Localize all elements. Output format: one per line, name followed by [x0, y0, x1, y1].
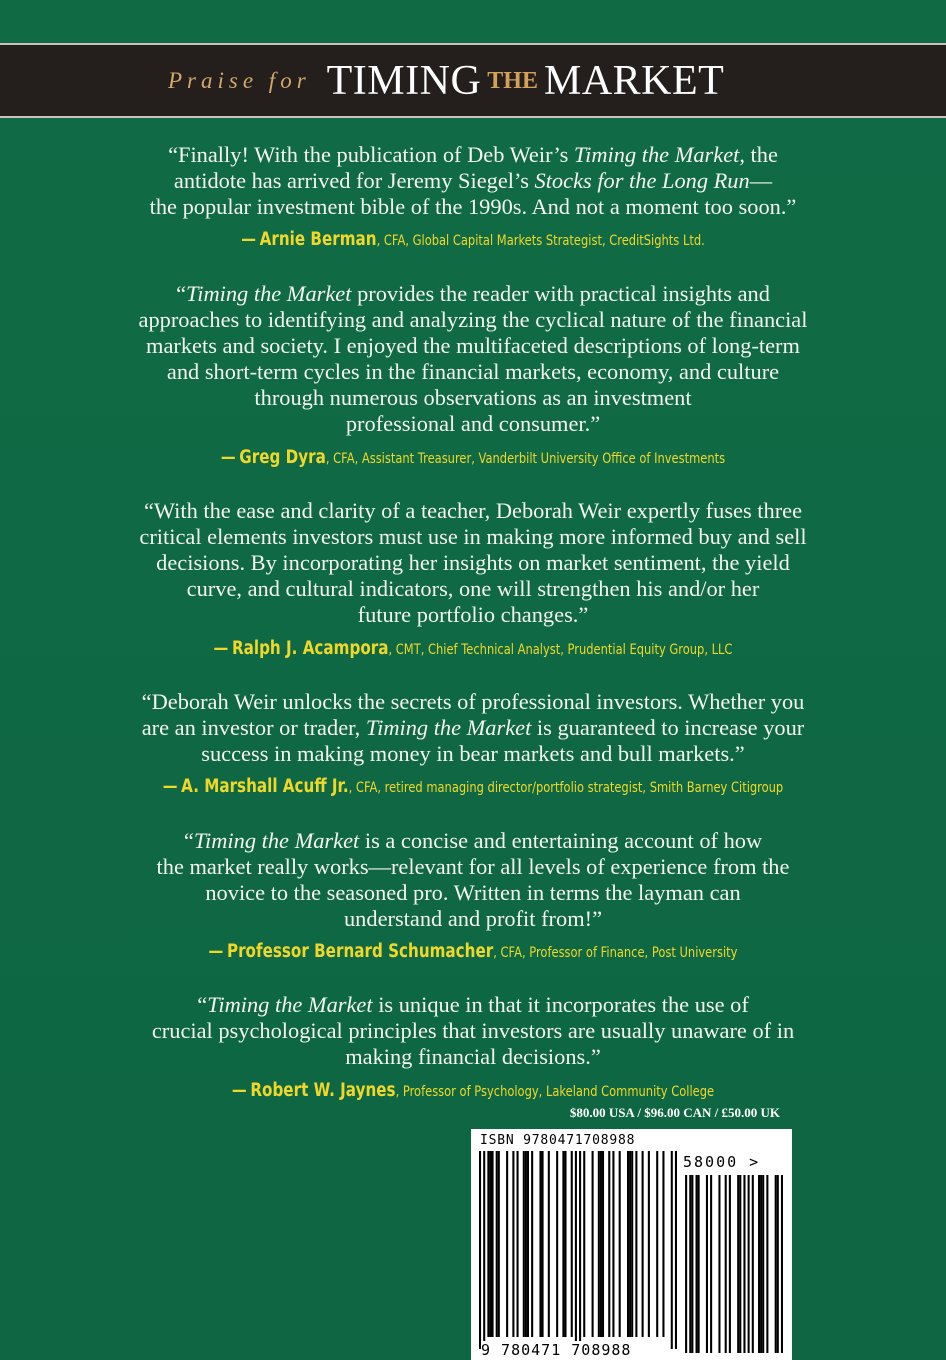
quote-3 [60, 498, 886, 628]
quote-text: the popular investment bible of the 1990s. And not a moment too soon.” [149, 194, 797, 219]
barcode-bar [775, 1175, 777, 1353]
isbn-label: ISBN 9780471708988 [480, 1133, 636, 1148]
barcode-bar [602, 1151, 604, 1337]
barcode-bar [600, 1151, 602, 1337]
attribution-name: Arnie Berman [259, 229, 377, 250]
barcode-bar [762, 1175, 764, 1353]
quote-line [60, 550, 886, 576]
quote-text: provides the reader with practical insights and [351, 281, 770, 306]
barcode-bar [706, 1175, 708, 1353]
barcode-bar [556, 1151, 558, 1337]
barcode-bar [523, 1151, 525, 1337]
barcode-bar [718, 1175, 720, 1353]
quote-line [60, 411, 886, 437]
title-bar [0, 43, 946, 118]
title-word-timing: TIMING [326, 58, 482, 104]
quote-text: is unique in that it incorporates the use of [372, 992, 749, 1017]
barcode-bar [498, 1151, 500, 1337]
quote-line [60, 906, 886, 932]
barcode-bar [539, 1151, 541, 1337]
barcode-bar [691, 1175, 693, 1353]
attribution-dash: — [208, 941, 224, 962]
quote-line [60, 524, 886, 550]
quote-line [60, 576, 886, 602]
quote-text: decisions. By incorporating her insights on market sentiment, the yield [156, 550, 790, 575]
barcode-number: 9 780471 708988 [481, 1341, 632, 1359]
barcode-bar [737, 1175, 739, 1353]
quote-line [60, 359, 886, 385]
barcode-bar [698, 1175, 700, 1353]
price-addon-barcode [683, 1175, 783, 1353]
quote-6 [60, 992, 886, 1070]
barcode-bar [766, 1175, 768, 1353]
quote-line [60, 715, 886, 741]
barcode-bar [642, 1151, 644, 1337]
barcode-bar [479, 1151, 481, 1349]
barcode-bar [777, 1175, 779, 1353]
attribution-dash: — [213, 638, 229, 659]
barcode-bar [748, 1175, 750, 1353]
quote-text: the market really works—relevant for all levels of experience from the [156, 854, 790, 879]
attribution-5 [118, 941, 828, 962]
quote-text: crucial psychological principles that investors are usually unaware of in [151, 1018, 795, 1043]
quote-text: “ [197, 992, 208, 1017]
quote-text: is a concise and entertaining account of how [359, 828, 763, 853]
barcode-bar [592, 1151, 594, 1337]
book-title-italic: Timing the Market [193, 828, 360, 853]
quote-text: is guaranteed to increase your [531, 715, 805, 740]
barcode-bar [619, 1151, 621, 1337]
attribution-title: , CMT, Chief Technical Analyst, Prudential Equity Group, LLC [388, 642, 733, 658]
barcode-bar [671, 1151, 673, 1349]
barcode-bar [739, 1175, 741, 1353]
attribution-6 [118, 1080, 828, 1101]
attribution-dash: — [162, 776, 178, 797]
quote-text: success in making money in bear markets and bull markets.” [201, 741, 745, 766]
quote-text: critical elements investors must use in making more informed buy and sell [139, 524, 807, 549]
quote-line [60, 602, 886, 628]
book-title-italic: Stocks for the Long Run [534, 168, 750, 193]
quote-text: professional and consumer.” [345, 411, 601, 436]
quote-text: future portfolio changes.” [357, 602, 589, 627]
quote-text: , the [739, 142, 778, 167]
barcode-bar [629, 1151, 631, 1337]
barcode-box [471, 1129, 792, 1360]
barcode-bar [656, 1151, 658, 1337]
quote-text: curve, and cultural indicators, one will strengthen his and/or her [186, 576, 760, 601]
attribution-dash: — [241, 229, 256, 250]
book-title-italic: Timing the Market [573, 142, 740, 167]
quote-text: “With the ease and clarity of a teacher, Deborah Weir expertly fuses three [143, 498, 803, 523]
quote-text: — [749, 168, 773, 193]
barcode-bar [760, 1175, 762, 1353]
quote-text: “Finally! With the publication of Deb Weir’s [168, 142, 574, 167]
quote-text: making financial decisions.” [345, 1044, 601, 1069]
quote-text: markets and society. I enjoyed the multifaceted descriptions of long-term [146, 333, 800, 358]
barcode-bar [564, 1151, 566, 1337]
ean13-barcode [479, 1151, 677, 1349]
attribution-title: , CFA, Assistant Treasurer, Vanderbilt University Office of Investments [325, 451, 726, 467]
quote-text: understand and profit from!” [343, 906, 603, 931]
barcode-bar [542, 1151, 544, 1337]
quote-line [60, 498, 886, 524]
barcode-bar [696, 1175, 698, 1353]
barcode-bar [743, 1175, 745, 1353]
quote-text: are an investor or trader, [141, 715, 366, 740]
quote-text: novice to the seasoned pro. Written in terms the layman can [205, 880, 741, 905]
barcode-bar [648, 1151, 650, 1337]
barcode-bar [608, 1151, 610, 1337]
attribution-name: Ralph J. Acampora [231, 638, 389, 659]
book-title-italic: Timing the Market [186, 281, 352, 306]
barcode-bar [725, 1175, 727, 1353]
attribution-title: , Professor of Psychology, Lakeland Community College [395, 1084, 715, 1100]
barcode-bar [635, 1151, 637, 1337]
quote-text: “ [176, 281, 187, 306]
barcode-bar [631, 1151, 633, 1337]
attribution-title: , CFA, Professor of Finance, Post University [493, 945, 738, 961]
barcode-bar [487, 1151, 489, 1337]
price-code-label: 58000 > [683, 1153, 761, 1171]
barcode-bar [579, 1151, 581, 1349]
barcode-bar [548, 1151, 550, 1337]
barcode-bar [598, 1151, 600, 1337]
quote-line [60, 741, 886, 767]
price-line: $80.00 USA / $96.00 CAN / £50.00 UK [569, 1105, 780, 1120]
quote-text: “ [183, 828, 194, 853]
barcode-bar [685, 1175, 687, 1353]
attribution-4 [118, 776, 828, 797]
quote-text: approaches to identifying and analyzing the cyclical nature of the financial [138, 307, 808, 332]
quote-line [60, 333, 886, 359]
barcode-bar [512, 1151, 514, 1337]
attribution-dash: — [231, 1080, 247, 1101]
quote-text: through numerous observations as an investment [254, 385, 692, 410]
barcode-bar [689, 1175, 691, 1353]
attribution-name: Professor Bernard Schumacher [226, 941, 494, 962]
barcode-bar [517, 1151, 519, 1337]
quote-2 [60, 281, 886, 437]
quote-line [60, 992, 886, 1018]
quote-line [60, 880, 886, 906]
book-title-italic: Timing the Market [365, 715, 532, 740]
quote-line [60, 689, 886, 715]
attribution-1 [118, 229, 828, 250]
attribution-title: , CFA, retired managing director/portfolio strategist, Smith Barney Citigroup [348, 780, 784, 796]
barcode-bar [506, 1151, 508, 1337]
quote-line [60, 168, 886, 194]
quote-line [60, 1044, 886, 1070]
attribution-name: Greg Dyra [239, 447, 326, 468]
quote-line [60, 281, 886, 307]
barcode-bar [583, 1151, 585, 1337]
barcode-bar [662, 1151, 664, 1337]
quote-line [60, 307, 886, 333]
barcode-bar [752, 1175, 754, 1353]
quote-line [60, 194, 886, 220]
quote-1 [60, 142, 886, 220]
barcode-bar [483, 1151, 485, 1349]
attribution-dash: — [220, 447, 236, 468]
barcode-bar [496, 1151, 498, 1337]
quote-line [60, 854, 886, 880]
barcode-bar [531, 1151, 533, 1337]
barcode-bar [575, 1151, 577, 1349]
quote-line [60, 385, 886, 411]
attribution-name: A. Marshall Acuff Jr. [181, 776, 349, 797]
barcode-bar [571, 1151, 573, 1337]
attribution-name: Robert W. Jaynes [250, 1080, 396, 1101]
barcode-bar [729, 1175, 731, 1353]
quote-line [60, 828, 886, 854]
quote-text: “Deborah Weir unlocks the secrets of professional investors. Whether you [141, 689, 805, 714]
barcode-bar [527, 1151, 529, 1337]
quote-line [60, 1018, 886, 1044]
title-word-market: MARKET [543, 58, 725, 104]
book-title [168, 57, 724, 105]
barcode-bar [492, 1151, 494, 1337]
quote-line [60, 142, 886, 168]
barcode-bar [562, 1151, 564, 1337]
quote-text: and short-term cycles in the financial markets, economy, and culture [166, 359, 780, 384]
barcode-bar [627, 1151, 629, 1337]
attribution-2 [118, 447, 828, 468]
barcode-bar [781, 1175, 783, 1353]
quote-4 [60, 689, 886, 767]
barcode-bar [675, 1151, 677, 1349]
title-word-the: THE [487, 67, 538, 94]
praise-for-label: Praise for [168, 68, 311, 93]
book-title-italic: Timing the Market [207, 992, 373, 1017]
barcode-bar [710, 1175, 712, 1353]
barcode-bar [758, 1175, 760, 1353]
quote-5 [60, 828, 886, 932]
barcode-bar [612, 1151, 614, 1337]
attribution-title: , CFA, Global Capital Markets Strategist, CreditSights Ltd. [376, 233, 705, 249]
quote-text: antidote has arrived for Jeremy Siegel’s [173, 168, 535, 193]
barcode-bar [489, 1151, 491, 1337]
barcode-bar [525, 1151, 527, 1337]
attribution-3 [118, 638, 828, 659]
